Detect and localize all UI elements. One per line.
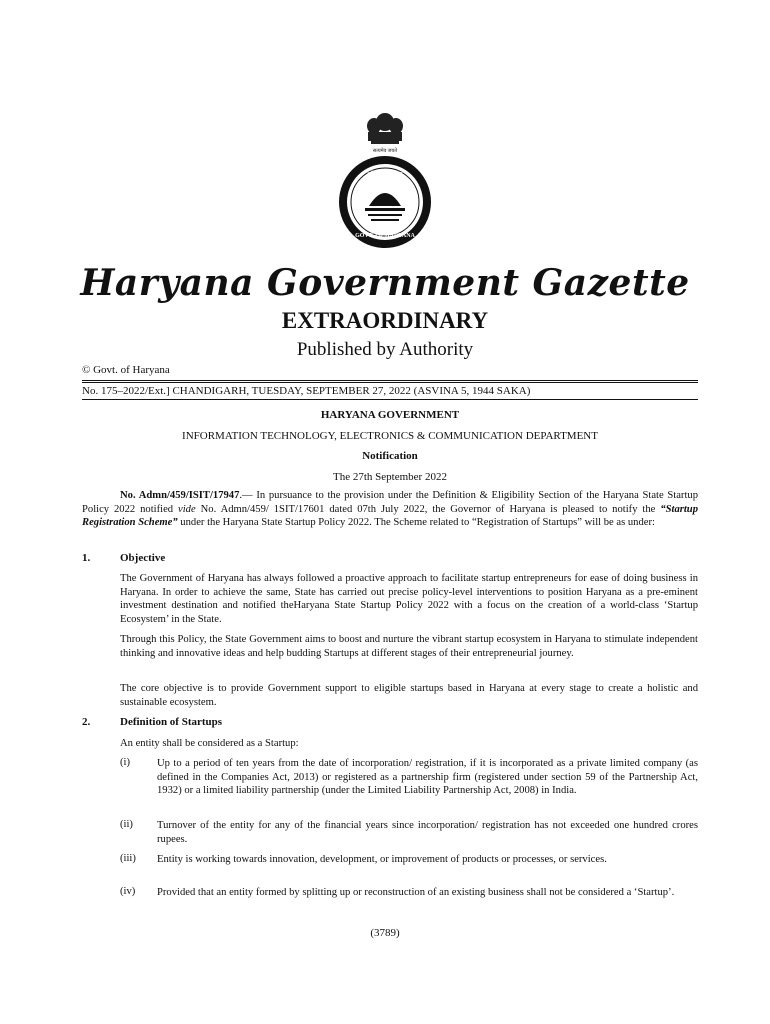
haryana-emblem (335, 110, 435, 250)
notification-heading: Notification (362, 450, 418, 462)
copyright-text: © Govt. of Haryana (82, 364, 170, 376)
gazette-title: Haryana Government Gazette (80, 262, 690, 304)
top-rule-2 (82, 382, 698, 383)
section-2-lead: An entity shall be considered as a Startup: (120, 738, 299, 749)
top-rule (82, 380, 698, 381)
scheme-name: “Startup Registration Scheme” (82, 503, 698, 529)
section-1-para-3: The core objective is to provide Government support to eligible startups based in Haryana at every stage to create a holistic and sustainable ecosystem. (120, 683, 698, 708)
published-by-label: Published by Authority (296, 339, 474, 360)
intro-paragraph: No. Admn/459/ISIT/17947.— In pursuance to the provision under the Definition & Eligibility Section of the Haryana State Startup Policy 2022 notified vide No. Admn/459/ 1SIT/17601 dated 07th July 2022, the Governor of Haryana is pleased to notify the “Startup Registration Scheme” under the Haryana State Startup Policy 2022. The Scheme related to “Registration of Startups” will be as under: (82, 490, 698, 529)
reference-number: No. Admn/459/ISIT/17947 (120, 490, 240, 501)
section-1-para-1: The Government of Haryana has always followed a proactive approach to facilitate startup entrepreneurs for ease of doing business in Haryana. In order to achieve the same, State has carried out precise policy-level interventions to position Haryana as a pre-eminent investment destination and notified theHaryana State Startup Policy 2022 with a focus on the creation of a world-class ‘Startup Ecosystem’ in the State. (120, 573, 698, 625)
extraordinary-label: EXTRAORDINARY (281, 308, 489, 333)
department-heading: INFORMATION TECHNOLOGY, ELECTRONICS & COMMUNICATION DEPARTMENT (182, 430, 598, 442)
government-heading: HARYANA GOVERNMENT (320, 409, 460, 421)
notification-date: The 27th September 2022 (333, 471, 447, 483)
emblem-motto: सत्यमेव जयते (372, 149, 398, 154)
page-number: (3789) (370, 927, 400, 939)
section-2-title: Definition of Startups (120, 716, 223, 728)
section-2-number: 2. (82, 716, 91, 728)
section-1-para-2: Through this Policy, the State Government aims to boost and nurture the vibrant startup ecosystem in Haryana to stimulate independent thinking and innovative ideas and help budding Startups at different stages of their entrepreneurial journey. (120, 634, 698, 659)
section-1-number: 1. (82, 552, 91, 564)
bottom-rule (82, 399, 698, 400)
emblem-ring-hindi: हरियाणा सरकार (367, 172, 403, 178)
issue-line: No. 175–2022/Ext.] CHANDIGARH, TUESDAY, SEPTEMBER 27, 2022 (ASVINA 5, 1944 SAKA) (82, 385, 531, 397)
section-1-title: Objective (120, 552, 166, 564)
emblem-ring-english: GOVT. OF HARYANA (355, 233, 415, 239)
